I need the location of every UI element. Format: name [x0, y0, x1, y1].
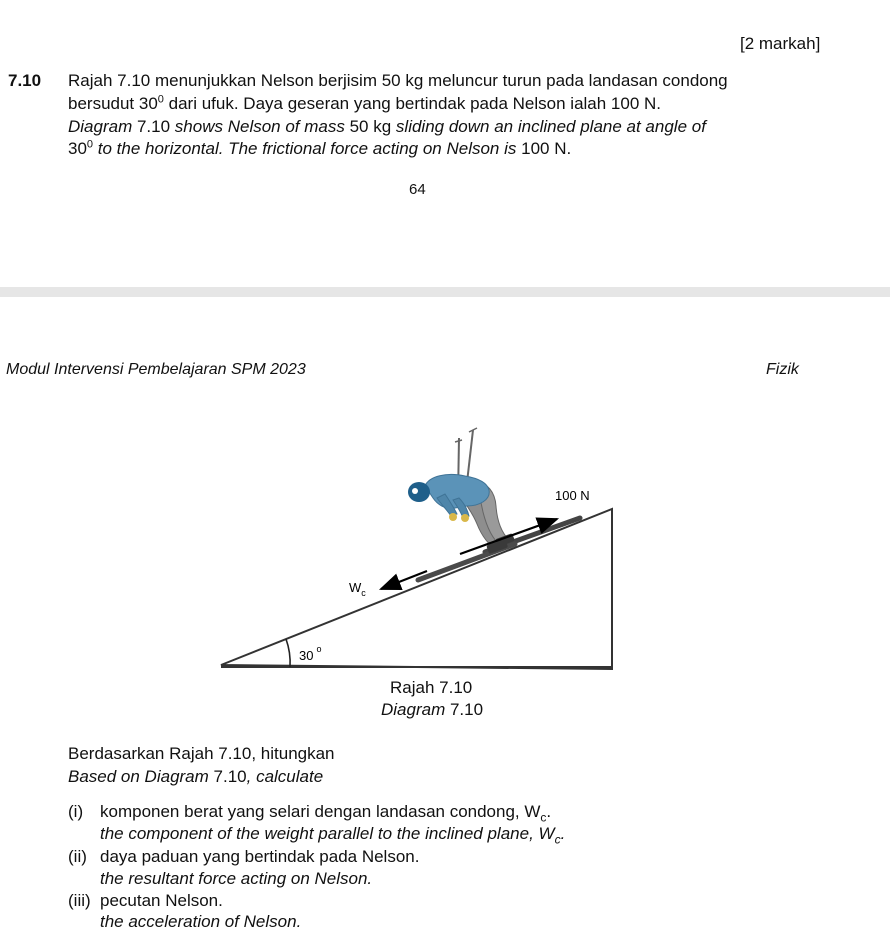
- friction-force-label: 100 N: [555, 488, 590, 503]
- item-iii-english: the acceleration of Nelson.: [100, 912, 302, 931]
- question-number: 7.10: [8, 71, 42, 90]
- page-number: 64: [409, 181, 426, 198]
- pole-tip: [455, 440, 462, 442]
- item-ii-number: (ii): [68, 847, 87, 866]
- marks-label: [2 markah]: [740, 34, 821, 53]
- header-subject: Fizik: [766, 361, 799, 378]
- question-malay-line2: bersudut $30^0$ dari ufuk. Daya geseran yang bertindak pada Nelson ialah 100 N.: [68, 93, 662, 113]
- question-malay-line1: Rajah 7.10 menunjukkan Nelson berjisim 50 kg meluncur turun pada landasan condong: [68, 71, 728, 90]
- weight-component-label: $W_c$: [349, 580, 366, 598]
- item-i-number: (i): [68, 802, 84, 821]
- page-separator: [0, 287, 890, 297]
- item-iii-number: (iii): [68, 891, 91, 910]
- instruction-english: Based on Diagram 7.10, calculate: [68, 767, 324, 786]
- item-ii-malay: daya paduan yang bertindak pada Nelson.: [100, 847, 420, 866]
- item-ii-english: the resultant force acting on Nelson.: [100, 869, 373, 888]
- item-iii-malay: pecutan Nelson.: [100, 891, 223, 910]
- header-module-title: Modul Intervensi Pembelajaran SPM 2023: [6, 361, 306, 378]
- skier-figure: [408, 474, 515, 554]
- instruction-malay: Berdasarkan Rajah 7.10, hitungkan: [68, 744, 335, 763]
- item-i-english: the component of the weight parallel to the inclined plane, $W_c$.: [100, 824, 566, 847]
- incline-diagram: [215, 420, 635, 680]
- question-english-line1: Diagram 7.10 shows Nelson of mass 50 kg sliding down an inclined plane at angle of: [68, 117, 706, 136]
- question-english-line2: $30^0$ to the horizontal. The frictional force acting on Nelson is 100 N.: [68, 138, 572, 158]
- caption-english: Diagram 7.10: [381, 700, 484, 719]
- incline-plane: [221, 509, 612, 669]
- angle-label: 30 $^o$: [299, 644, 322, 663]
- caption-malay: Rajah 7.10: [390, 678, 473, 697]
- item-i-malay: komponen berat yang selari dengan landasan condong, $W_c$.: [100, 802, 552, 825]
